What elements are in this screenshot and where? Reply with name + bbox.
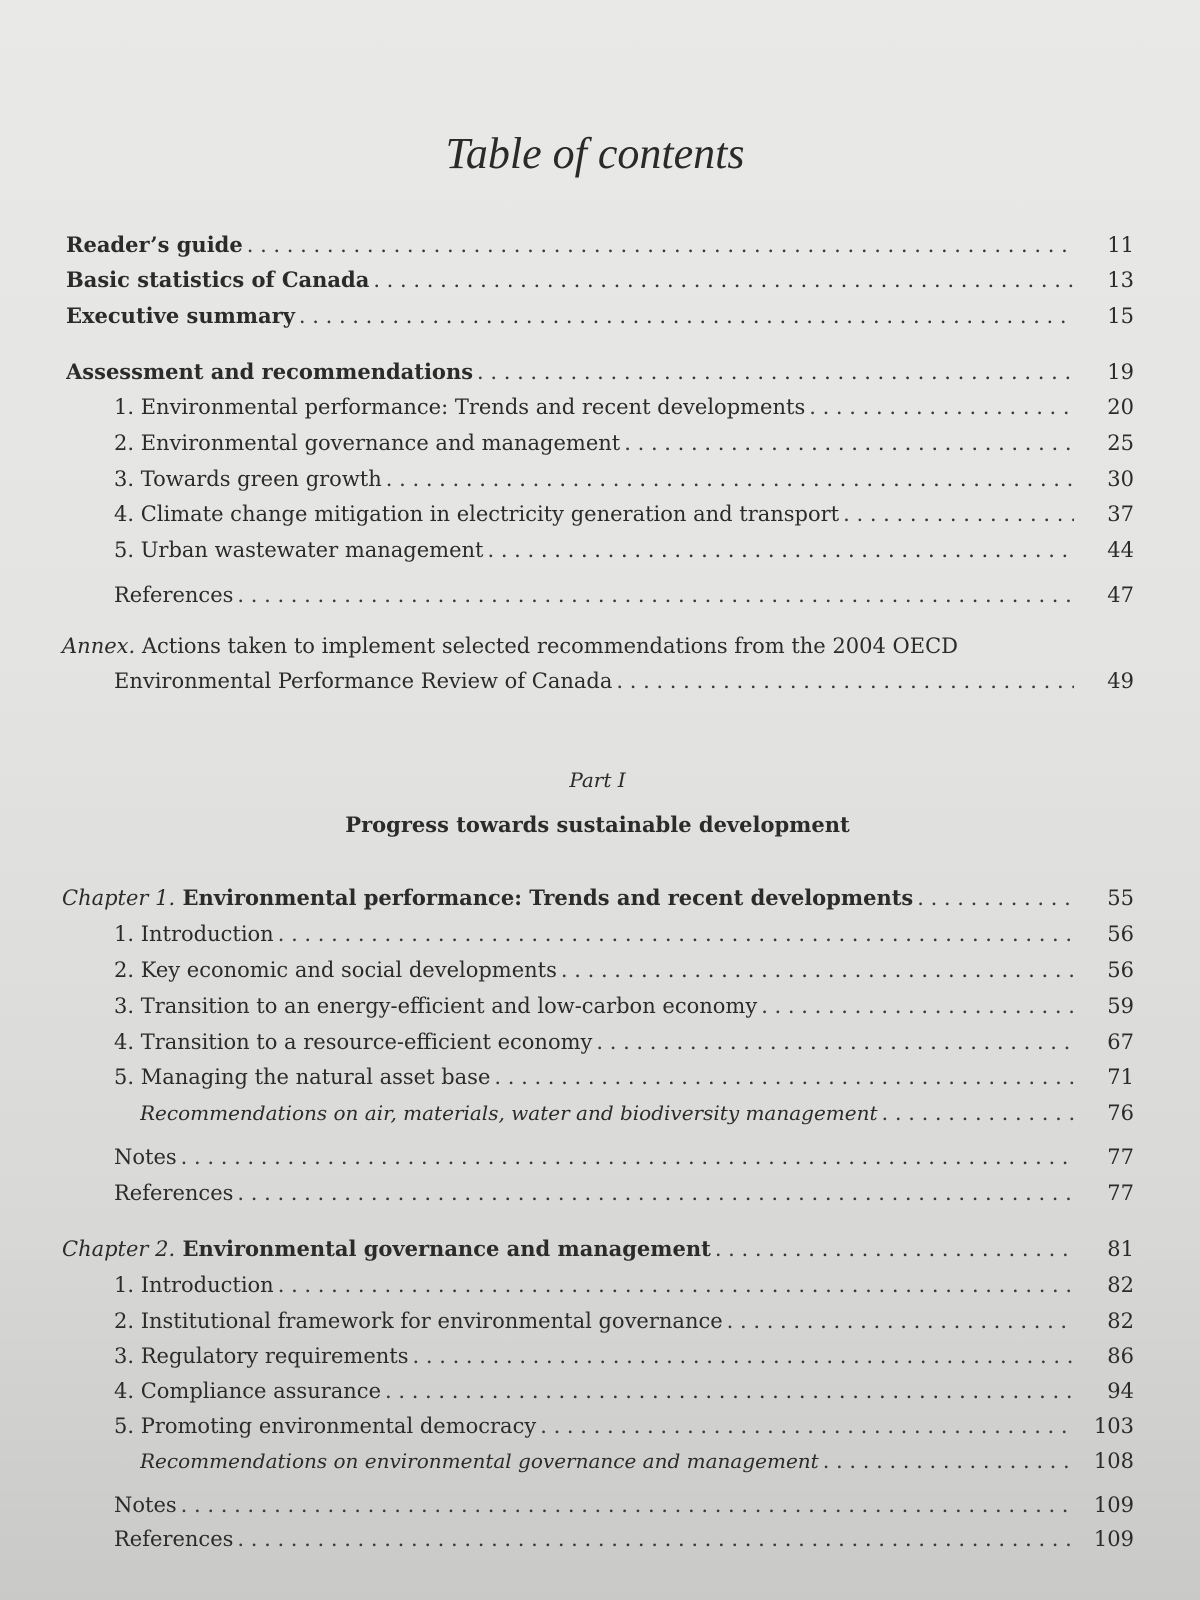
leader-dots	[809, 390, 1074, 424]
toc-page-number: 77	[1107, 1181, 1134, 1205]
toc-entry-ch1-3[interactable]	[0, 989, 1200, 1023]
toc-entry-ch1-1[interactable]	[0, 917, 1200, 951]
toc-entry-label: 3. Regulatory requirements	[114, 1344, 409, 1368]
toc-page-number: 77	[1107, 1145, 1134, 1169]
leader-dots	[843, 497, 1074, 531]
toc-entry-label: 3. Transition to an energy-efficient and low-carbon economy	[114, 994, 758, 1018]
toc-entry-label: Notes	[114, 1493, 177, 1517]
leader-dots	[299, 299, 1074, 333]
leader-dots	[181, 1140, 1074, 1174]
toc-entry-assessment-2[interactable]	[0, 426, 1200, 460]
toc-entry-ch1-notes[interactable]	[0, 1140, 1200, 1174]
leader-dots	[616, 664, 1074, 698]
toc-entry-ch2-recommendations[interactable]	[0, 1444, 1200, 1478]
toc-entry-label: 5. Managing the natural asset base	[114, 1065, 491, 1089]
toc-entry-ch1-5[interactable]	[0, 1060, 1200, 1094]
toc-entry-label: 1. Environmental performance: Trends and recent developments	[114, 395, 806, 419]
toc-entry-label: 4. Compliance assurance	[114, 1379, 381, 1403]
toc-page-number: 15	[1107, 304, 1134, 328]
leader-dots	[477, 355, 1074, 389]
toc-entry-label: References	[114, 1181, 234, 1205]
leader-dots	[494, 1060, 1074, 1094]
leader-dots	[823, 1444, 1074, 1478]
leader-dots	[237, 578, 1074, 612]
toc-entry-ch2-1[interactable]	[0, 1268, 1200, 1302]
toc-entry-label: Assessment and recommendations	[66, 359, 474, 384]
toc-entry-basic-statistics[interactable]	[0, 263, 1200, 297]
toc-page-number: 71	[1107, 1065, 1134, 1089]
toc-entry-annex[interactable]	[0, 664, 1200, 698]
leader-dots	[181, 1488, 1074, 1522]
toc-entry-label: References	[114, 583, 234, 607]
toc-entry-label: Recommendations on air, materials, water and biodiversity management	[140, 1101, 878, 1125]
toc-entry-label: 1. Introduction	[114, 922, 274, 946]
toc-entry-label: Notes	[114, 1145, 177, 1169]
leader-dots	[386, 462, 1074, 496]
leader-dots	[624, 426, 1074, 460]
toc-entry-readers-guide[interactable]	[0, 228, 1200, 262]
toc-entry-ch1-4[interactable]	[0, 1025, 1200, 1059]
leader-dots	[540, 1409, 1074, 1443]
leader-dots	[487, 533, 1074, 567]
toc-entry-assessment-3[interactable]	[0, 462, 1200, 496]
toc-entry-ch2-4[interactable]	[0, 1374, 1200, 1408]
toc-entry-chapter-1[interactable]	[0, 881, 1200, 915]
leader-dots	[413, 1339, 1074, 1373]
toc-entry-chapter-2[interactable]	[0, 1232, 1200, 1266]
page-title: Table of contents	[445, 129, 745, 178]
toc-page-number: 56	[1107, 958, 1134, 982]
toc-entry-label: 2. Environmental governance and management	[114, 431, 621, 455]
leader-dots	[278, 1268, 1074, 1302]
leader-dots	[882, 1096, 1074, 1130]
toc-entry-ch1-recommendations[interactable]	[0, 1096, 1200, 1130]
toc-page-number: 103	[1093, 1414, 1134, 1438]
toc-page-number: 37	[1107, 502, 1134, 526]
toc-page-number: 76	[1107, 1101, 1134, 1125]
toc-entry-ch2-references[interactable]	[0, 1522, 1200, 1556]
toc-entry-label: References	[114, 1527, 234, 1551]
chapter-title: Environmental performance: Trends and recent developments	[175, 885, 914, 910]
toc-page-number: 56	[1107, 922, 1134, 946]
part-label: Part I	[569, 768, 626, 792]
toc-entry-label: 2. Key economic and social developments	[114, 958, 557, 982]
toc-entry-ch2-2[interactable]	[0, 1304, 1200, 1338]
toc-page-number: 94	[1107, 1379, 1134, 1403]
toc-entry-ch2-3[interactable]	[0, 1339, 1200, 1373]
toc-entry-label: 4. Transition to a resource-efficient economy	[114, 1030, 593, 1054]
toc-entry-label: 5. Urban wastewater management	[114, 538, 484, 562]
chapter-prefix: Chapter 2.	[62, 1237, 176, 1261]
toc-page-number: 86	[1107, 1344, 1134, 1368]
toc-page-number: 82	[1107, 1273, 1134, 1297]
toc-entry-label: Basic statistics of Canada	[66, 267, 370, 292]
toc-entry-label: 2. Institutional framework for environmental governance	[114, 1309, 723, 1333]
toc-entry-annex-line1[interactable]	[62, 629, 958, 663]
leader-dots	[373, 263, 1074, 297]
leader-dots	[237, 1176, 1074, 1210]
toc-page-number: 109	[1093, 1527, 1134, 1551]
annex-prefix: Annex.	[62, 634, 136, 658]
toc-page-number: 59	[1107, 994, 1134, 1018]
toc-page-number: 30	[1107, 467, 1134, 491]
toc-page-number: 44	[1107, 538, 1134, 562]
leader-dots	[247, 228, 1074, 262]
toc-entry-label: Reader’s guide	[66, 232, 243, 257]
toc-entry-label: Recommendations on environmental governance and management	[140, 1449, 819, 1473]
toc-entry-ch2-notes[interactable]	[0, 1488, 1200, 1522]
toc-entry-assessment-1[interactable]	[0, 390, 1200, 424]
toc-entry-label: 1. Introduction	[114, 1273, 274, 1297]
toc-entry-label: Executive summary	[66, 303, 295, 328]
leader-dots	[917, 881, 1074, 915]
toc-page-number: 109	[1093, 1493, 1134, 1517]
toc-entry-label: 5. Promoting environmental democracy	[114, 1414, 537, 1438]
toc-page-number: 67	[1107, 1030, 1134, 1054]
leader-dots	[596, 1025, 1074, 1059]
toc-entry-ch2-5[interactable]	[0, 1409, 1200, 1443]
leader-dots	[715, 1232, 1074, 1266]
toc-entry-ch1-2[interactable]	[0, 953, 1200, 987]
toc-entry-assessment-5[interactable]	[0, 533, 1200, 567]
chapter-title: Environmental governance and management	[175, 1236, 711, 1261]
toc-page-number: 47	[1107, 583, 1134, 607]
toc-page-number: 55	[1107, 886, 1134, 910]
leader-dots	[561, 953, 1074, 987]
chapter-prefix: Chapter 1.	[62, 886, 176, 910]
leader-dots	[278, 917, 1074, 951]
toc-page-number: 82	[1107, 1309, 1134, 1333]
leader-dots	[761, 989, 1074, 1023]
toc-page-number: 11	[1107, 233, 1134, 257]
toc-page-number: 25	[1107, 431, 1134, 455]
toc-page-number: 20	[1107, 395, 1134, 419]
part-title: Progress towards sustainable development	[345, 812, 850, 837]
leader-dots	[727, 1304, 1074, 1338]
toc-entry-ch1-references[interactable]	[0, 1176, 1200, 1210]
leader-dots	[385, 1374, 1074, 1408]
toc-entry-assessment[interactable]	[0, 355, 1200, 389]
toc-page-number: 19	[1107, 360, 1134, 384]
toc-page-number: 49	[1107, 669, 1134, 693]
toc-entry-assessment-references[interactable]	[0, 578, 1200, 612]
toc-page-number: 13	[1107, 268, 1134, 292]
toc-entry-executive-summary[interactable]	[0, 299, 1200, 333]
toc-entry-label: 3. Towards green growth	[114, 467, 382, 491]
toc-entry-assessment-4[interactable]	[0, 497, 1200, 531]
annex-title: Actions taken to implement selected recommendations from the 2004 OECD	[135, 634, 958, 658]
leader-dots	[237, 1522, 1074, 1556]
toc-page-number: 108	[1093, 1449, 1134, 1473]
toc-entry-label: Environmental Performance Review of Canada	[114, 669, 613, 693]
toc-entry-label: 4. Climate change mitigation in electricity generation and transport	[114, 502, 840, 526]
toc-page-number: 81	[1107, 1237, 1134, 1261]
